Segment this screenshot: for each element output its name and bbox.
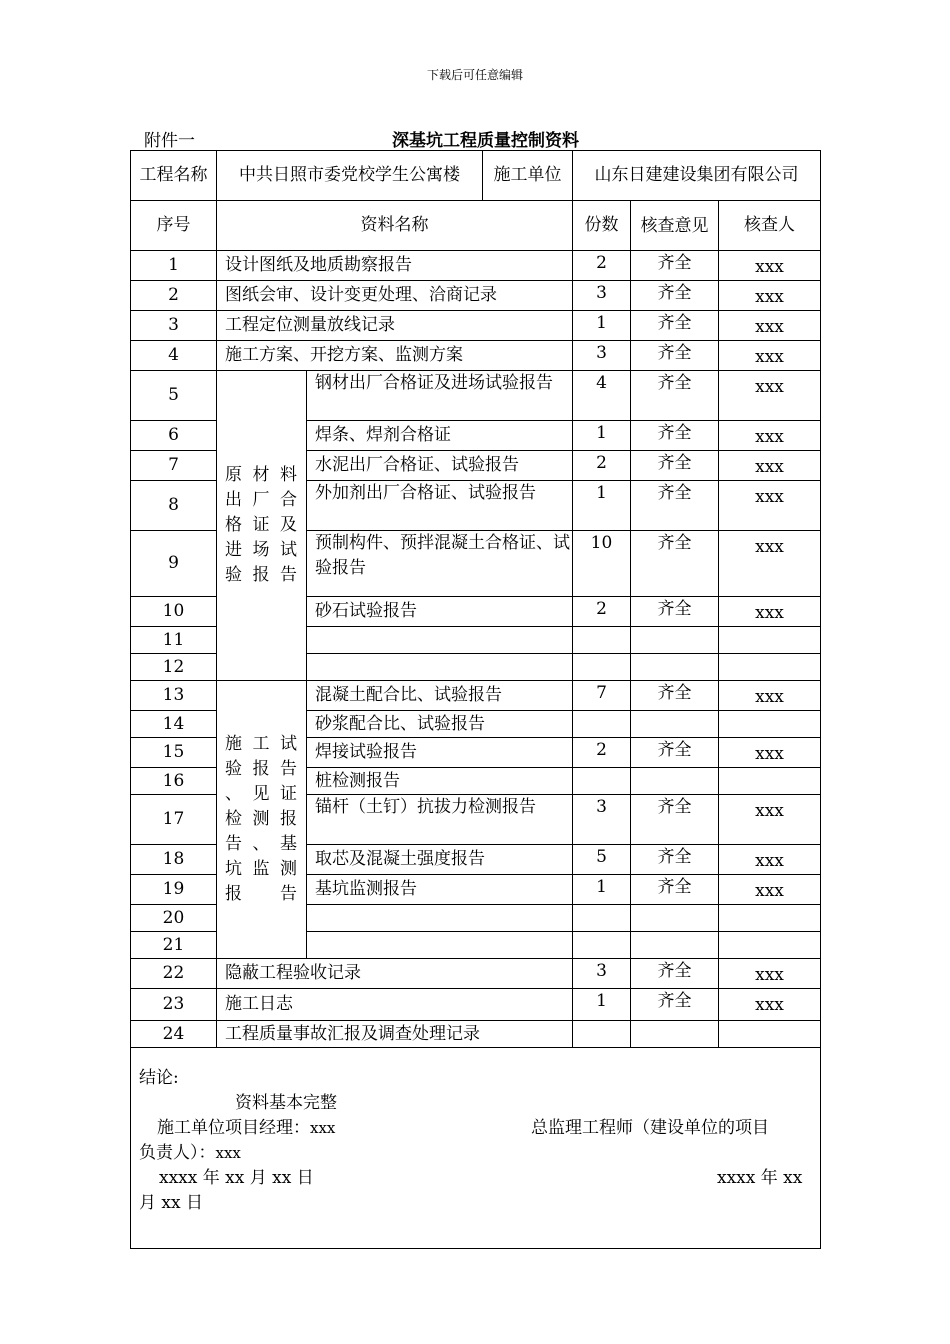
row-opinion — [631, 654, 719, 681]
project-manager-value: xxx — [310, 1119, 336, 1137]
row-opinion — [631, 905, 719, 932]
table-row — [131, 251, 821, 281]
header-qty: 份数 — [573, 201, 631, 251]
chief-supervisor-value: xxx — [215, 1144, 241, 1162]
row-opinion: 齐全 — [631, 481, 719, 531]
row-checker — [719, 654, 821, 681]
row-document-name: 钢材出厂合格证及进场试验报告 — [307, 371, 573, 421]
row-document-name: 图纸会审、设计变更处理、洽商记录 — [217, 281, 573, 311]
row-number: 12 — [131, 654, 217, 681]
table-row — [131, 681, 821, 711]
row-checker: xxx — [719, 481, 821, 531]
row-document-name: 取芯及混凝土强度报告 — [307, 845, 573, 875]
download-note: 下载后可任意编辑 — [426, 68, 523, 82]
row-document-name: 施工日志 — [217, 989, 573, 1021]
conclusion-label: 结论: — [139, 1068, 179, 1088]
row-number: 21 — [131, 932, 217, 959]
row-copies: 5 — [573, 845, 631, 875]
row-checker: xxx — [719, 681, 821, 711]
row-opinion: 齐全 — [631, 875, 719, 905]
row-checker: xxx — [719, 531, 821, 597]
table-row — [131, 989, 821, 1021]
row-document-name: 工程质量事故汇报及调查处理记录 — [217, 1021, 573, 1048]
row-number: 1 — [131, 251, 217, 281]
row-number: 3 — [131, 311, 217, 341]
row-document-name: 隐蔽工程验收记录 — [217, 959, 573, 989]
row-document-name — [307, 905, 573, 932]
row-checker — [719, 711, 821, 738]
conclusion-text: 资料基本完整 — [235, 1093, 337, 1113]
table-row — [131, 281, 821, 311]
chief-supervisor-label-cont: 负责人）： — [139, 1143, 216, 1163]
header-name: 资料名称 — [217, 201, 573, 251]
row-checker — [719, 627, 821, 654]
row-opinion: 齐全 — [631, 421, 719, 451]
header-no: 序号 — [131, 201, 217, 251]
row-copies: 1 — [573, 875, 631, 905]
row-opinion — [631, 1021, 719, 1048]
project-manager-label: 施工单位项目经理： — [157, 1118, 310, 1138]
row-opinion: 齐全 — [631, 795, 719, 845]
row-checker: xxx — [719, 251, 821, 281]
row-copies — [573, 1021, 631, 1048]
row-document-name: 设计图纸及地质勘察报告 — [217, 251, 573, 281]
row-copies: 1 — [573, 481, 631, 531]
group-raw-materials-label: 原材料 出厂合 格证及 进场试 验报告 — [217, 371, 307, 681]
row-number: 14 — [131, 711, 217, 738]
row-copies — [573, 711, 631, 738]
date-left: xxxx 年 xx 月 xx 日 — [159, 1168, 314, 1188]
conclusion-section — [131, 1048, 821, 1249]
row-document-name: 焊条、焊剂合格证 — [307, 421, 573, 451]
row-opinion: 齐全 — [631, 531, 719, 597]
row-opinion — [631, 932, 719, 959]
row-checker: xxx — [719, 311, 821, 341]
row-opinion: 齐全 — [631, 371, 719, 421]
row-number: 4 — [131, 341, 217, 371]
table-row — [131, 959, 821, 989]
row-opinion: 齐全 — [631, 451, 719, 481]
row-number: 17 — [131, 795, 217, 845]
row-checker: xxx — [719, 341, 821, 371]
row-number: 18 — [131, 845, 217, 875]
date-right-cont: 月 xx 日 — [139, 1193, 203, 1213]
row-copies: 1 — [573, 311, 631, 341]
row-document-name — [307, 654, 573, 681]
row-document-name — [307, 627, 573, 654]
row-checker: xxx — [719, 597, 821, 627]
row-copies — [573, 654, 631, 681]
row-document-name: 砂浆配合比、试验报告 — [307, 711, 573, 738]
row-document-name: 外加剂出厂合格证、试验报告 — [307, 481, 573, 531]
header-checker: 核查人 — [719, 201, 821, 251]
row-checker — [719, 905, 821, 932]
quality-control-table — [130, 150, 821, 1249]
row-copies — [573, 932, 631, 959]
row-opinion — [631, 711, 719, 738]
row-number: 15 — [131, 738, 217, 768]
row-document-name: 焊接试验报告 — [307, 738, 573, 768]
row-copies — [573, 768, 631, 795]
row-document-name: 工程定位测量放线记录 — [217, 311, 573, 341]
row-checker: xxx — [719, 875, 821, 905]
row-copies: 3 — [573, 795, 631, 845]
row-checker: xxx — [719, 845, 821, 875]
table-row — [131, 1021, 821, 1048]
row-number: 22 — [131, 959, 217, 989]
row-checker: xxx — [719, 795, 821, 845]
row-copies: 10 — [573, 531, 631, 597]
project-name-value: 中共日照市委党校学生公寓楼 — [217, 151, 483, 201]
appendix-label: 附件一 — [144, 131, 195, 151]
table-row — [131, 341, 821, 371]
row-document-name: 水泥出厂合格证、试验报告 — [307, 451, 573, 481]
row-document-name: 施工方案、开挖方案、监测方案 — [217, 341, 573, 371]
row-number: 9 — [131, 531, 217, 597]
row-copies: 7 — [573, 681, 631, 711]
project-name-label: 工程名称 — [131, 151, 217, 201]
row-copies: 2 — [573, 251, 631, 281]
row-number: 23 — [131, 989, 217, 1021]
row-document-name: 锚杆（土钉）抗拔力检测报告 — [307, 795, 573, 845]
row-number: 2 — [131, 281, 217, 311]
group-construction-tests-label: 施工试 验报告 、见证 检测报 告、基 坑监测 报告 — [217, 681, 307, 959]
construction-unit-value: 山东日建建设集团有限公司 — [573, 151, 821, 201]
row-number: 10 — [131, 597, 217, 627]
row-opinion: 齐全 — [631, 845, 719, 875]
row-opinion: 齐全 — [631, 959, 719, 989]
row-copies: 4 — [573, 371, 631, 421]
row-document-name: 桩检测报告 — [307, 768, 573, 795]
row-checker: xxx — [719, 738, 821, 768]
row-opinion — [631, 627, 719, 654]
row-checker: xxx — [719, 989, 821, 1021]
row-checker: xxx — [719, 281, 821, 311]
row-number: 20 — [131, 905, 217, 932]
row-checker — [719, 1021, 821, 1048]
row-document-name: 基坑监测报告 — [307, 875, 573, 905]
row-opinion: 齐全 — [631, 341, 719, 371]
row-checker: xxx — [719, 371, 821, 421]
row-copies: 3 — [573, 341, 631, 371]
row-checker: xxx — [719, 959, 821, 989]
row-copies: 2 — [573, 738, 631, 768]
row-number: 6 — [131, 421, 217, 451]
row-opinion: 齐全 — [631, 251, 719, 281]
row-checker: xxx — [719, 421, 821, 451]
row-copies: 3 — [573, 959, 631, 989]
construction-unit-label: 施工单位 — [483, 151, 573, 201]
row-checker — [719, 932, 821, 959]
row-copies: 1 — [573, 421, 631, 451]
date-right: xxxx 年 xx — [717, 1168, 803, 1188]
row-copies — [573, 905, 631, 932]
row-document-name: 混凝土配合比、试验报告 — [307, 681, 573, 711]
row-copies: 2 — [573, 597, 631, 627]
document-title: 深基坑工程质量控制资料 — [392, 131, 579, 151]
row-number: 7 — [131, 451, 217, 481]
row-copies: 3 — [573, 281, 631, 311]
header-opinion: 核查意见 — [631, 201, 719, 251]
row-document-name: 砂石试验报告 — [307, 597, 573, 627]
row-opinion: 齐全 — [631, 738, 719, 768]
row-opinion: 齐全 — [631, 989, 719, 1021]
row-opinion: 齐全 — [631, 681, 719, 711]
row-number: 13 — [131, 681, 217, 711]
row-number: 5 — [131, 371, 217, 421]
row-opinion: 齐全 — [631, 311, 719, 341]
row-number: 11 — [131, 627, 217, 654]
row-copies — [573, 627, 631, 654]
row-document-name: 预制构件、预拌混凝土合格证、试验报告 — [307, 531, 573, 597]
row-copies: 2 — [573, 451, 631, 481]
table-row — [131, 371, 821, 421]
row-copies: 1 — [573, 989, 631, 1021]
header-row — [131, 201, 821, 251]
row-checker: xxx — [719, 451, 821, 481]
table-row — [131, 311, 821, 341]
row-document-name — [307, 932, 573, 959]
row-opinion: 齐全 — [631, 281, 719, 311]
row-opinion: 齐全 — [631, 597, 719, 627]
chief-supervisor-label: 总监理工程师（建设单位的项目 — [531, 1118, 769, 1138]
row-number: 24 — [131, 1021, 217, 1048]
row-opinion — [631, 768, 719, 795]
row-number: 16 — [131, 768, 217, 795]
row-checker — [719, 768, 821, 795]
row-number: 19 — [131, 875, 217, 905]
row-number: 8 — [131, 481, 217, 531]
info-row — [131, 151, 821, 201]
